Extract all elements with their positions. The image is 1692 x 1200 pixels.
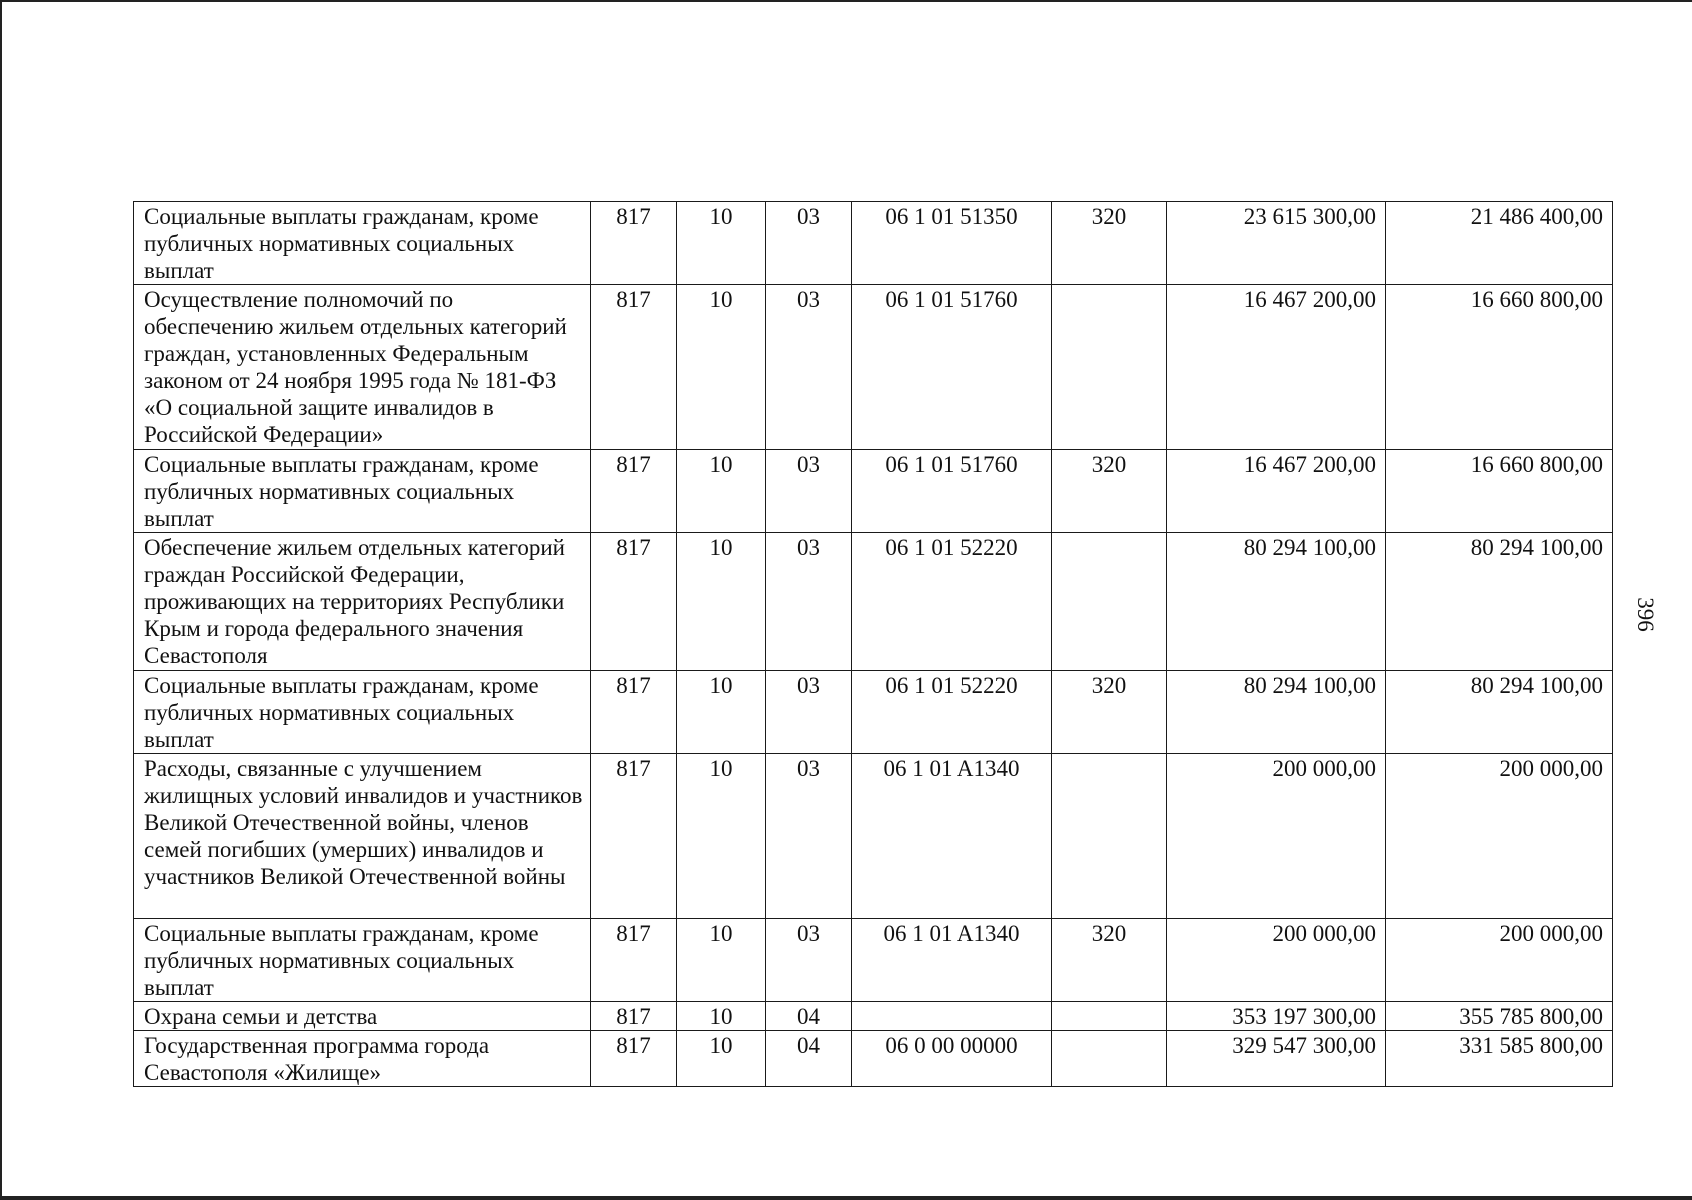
row-name: Социальные выплаты гражданам, кроме публичных нормативных социальных выплат [134, 671, 591, 754]
row-ved: 817 [591, 285, 677, 450]
row-vr [1052, 285, 1167, 450]
row-pr: 03 [766, 450, 852, 533]
scan-edge-left [0, 0, 2, 1200]
row-sum-2: 80 294 100,00 [1386, 533, 1613, 671]
row-vr [1052, 754, 1167, 919]
row-ved: 817 [591, 671, 677, 754]
row-ved: 817 [591, 533, 677, 671]
table-row [134, 1002, 1613, 1031]
row-sum-2: 355 785 800,00 [1386, 1002, 1613, 1031]
row-vr: 320 [1052, 671, 1167, 754]
row-pr: 03 [766, 202, 852, 285]
row-name: Охрана семьи и детства [134, 1002, 591, 1031]
row-ved: 817 [591, 919, 677, 1002]
row-sum-1: 23 615 300,00 [1167, 202, 1386, 285]
row-sum-2: 200 000,00 [1386, 919, 1613, 1002]
table-row [134, 450, 1613, 533]
row-name: Обеспечение жильем отдельных категорий граждан Российской Федерации, проживающих на территориях Республики Крым и города федерального значения Севастополя [134, 533, 591, 671]
row-sum-1: 329 547 300,00 [1167, 1031, 1386, 1087]
table-row [134, 1031, 1613, 1087]
budget-table [133, 201, 1613, 1087]
table-row [134, 285, 1613, 450]
row-name: Расходы, связанные с улучшением жилищных условий инвалидов и участников Великой Отечественной войны, членов семей погибших (умерших) инвалидов и участников Великой Отечественной войны [134, 754, 591, 919]
row-vr: 320 [1052, 919, 1167, 1002]
row-pr: 04 [766, 1002, 852, 1031]
row-vr [1052, 533, 1167, 671]
row-name: Социальные выплаты гражданам, кроме публичных нормативных социальных выплат [134, 202, 591, 285]
row-name: Социальные выплаты гражданам, кроме публичных нормативных социальных выплат [134, 450, 591, 533]
row-ved: 817 [591, 754, 677, 919]
row-sum-1: 200 000,00 [1167, 754, 1386, 919]
table-row [134, 754, 1613, 919]
row-csr: 06 0 00 00000 [852, 1031, 1052, 1087]
row-csr [852, 1002, 1052, 1031]
row-sum-1: 80 294 100,00 [1167, 671, 1386, 754]
row-rz: 10 [677, 1002, 766, 1031]
row-rz: 10 [677, 533, 766, 671]
row-sum-2: 80 294 100,00 [1386, 671, 1613, 754]
row-sum-2: 331 585 800,00 [1386, 1031, 1613, 1087]
row-rz: 10 [677, 450, 766, 533]
row-sum-1: 16 467 200,00 [1167, 285, 1386, 450]
row-name: Осуществление полномочий по обеспечению жильем отдельных категорий граждан, установленных Федеральным законом от 24 ноября 1995 года № 181-ФЗ «О социальной защите инвалидов в Российской Федерации» [134, 285, 591, 450]
table-row [134, 533, 1613, 671]
row-rz: 10 [677, 202, 766, 285]
scan-edge-top [0, 0, 1692, 2]
row-pr: 03 [766, 285, 852, 450]
row-ved: 817 [591, 202, 677, 285]
row-vr: 320 [1052, 450, 1167, 533]
row-sum-1: 353 197 300,00 [1167, 1002, 1386, 1031]
row-sum-1: 80 294 100,00 [1167, 533, 1386, 671]
table-row [134, 671, 1613, 754]
row-csr: 06 1 01 A1340 [852, 754, 1052, 919]
row-sum-1: 200 000,00 [1167, 919, 1386, 1002]
page-number: 396 [1632, 597, 1658, 632]
row-pr: 03 [766, 533, 852, 671]
row-vr [1052, 1031, 1167, 1087]
row-csr: 06 1 01 A1340 [852, 919, 1052, 1002]
row-rz: 10 [677, 919, 766, 1002]
row-csr: 06 1 01 52220 [852, 671, 1052, 754]
row-pr: 03 [766, 754, 852, 919]
row-rz: 10 [677, 671, 766, 754]
row-csr: 06 1 01 51760 [852, 285, 1052, 450]
row-csr: 06 1 01 51760 [852, 450, 1052, 533]
row-ved: 817 [591, 1002, 677, 1031]
row-ved: 817 [591, 450, 677, 533]
row-vr [1052, 1002, 1167, 1031]
table-row [134, 919, 1613, 1002]
row-pr: 04 [766, 1031, 852, 1087]
row-rz: 10 [677, 1031, 766, 1087]
row-sum-2: 16 660 800,00 [1386, 285, 1613, 450]
row-sum-2: 16 660 800,00 [1386, 450, 1613, 533]
row-vr: 320 [1052, 202, 1167, 285]
scan-edge-bottom [0, 1196, 1692, 1200]
row-csr: 06 1 01 51350 [852, 202, 1052, 285]
row-pr: 03 [766, 671, 852, 754]
row-name: Государственная программа города Севастополя «Жилище» [134, 1031, 591, 1087]
row-name: Социальные выплаты гражданам, кроме публичных нормативных социальных выплат [134, 919, 591, 1002]
row-sum-2: 200 000,00 [1386, 754, 1613, 919]
row-sum-1: 16 467 200,00 [1167, 450, 1386, 533]
table-row [134, 202, 1613, 285]
row-pr: 03 [766, 919, 852, 1002]
row-rz: 10 [677, 754, 766, 919]
row-sum-2: 21 486 400,00 [1386, 202, 1613, 285]
row-csr: 06 1 01 52220 [852, 533, 1052, 671]
row-rz: 10 [677, 285, 766, 450]
row-ved: 817 [591, 1031, 677, 1087]
